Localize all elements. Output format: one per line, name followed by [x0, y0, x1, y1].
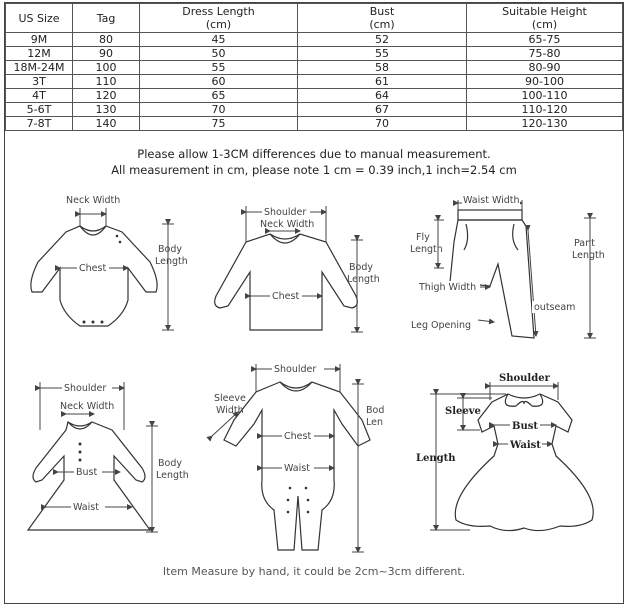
pants-fly-length-label: Length: [410, 244, 443, 255]
dress-simple-waist-label: Waist: [73, 502, 99, 513]
shirt-chest-label: Chest: [272, 291, 300, 302]
pants-pant-length-label: Length: [572, 250, 605, 261]
cell-dress-length: 70: [140, 103, 298, 117]
shirt-body-label: Body: [349, 262, 373, 273]
header-bust: Bust (cm): [298, 4, 467, 33]
dress-simple-body-label: Body: [158, 458, 182, 469]
cell-bust: 58: [298, 61, 467, 75]
pants-fly-label: Fly: [416, 232, 430, 243]
dress-simple-bust-label: Bust: [76, 467, 98, 478]
pants-diagram: [410, 194, 605, 338]
cell-dress-length: 65: [140, 89, 298, 103]
romper-len-label: Len: [366, 417, 383, 428]
fancy-dress-shoulder-label: Shoulder: [499, 373, 550, 384]
cell-dress-length: 55: [140, 61, 298, 75]
measure-by-hand-note: Item Measure by hand, it could be 2cm~3cm different.: [162, 565, 466, 578]
header-tag: Tag: [73, 4, 140, 33]
cell-bust: 70: [298, 117, 467, 131]
note-units: All measurement in cm, please note 1 cm = 0.39 inch,1 inch=2.54 cm: [111, 163, 517, 177]
header-dress-length: Dress Length (cm): [140, 4, 298, 33]
cell-dress-length: 50: [140, 47, 298, 61]
fancy-dress-bust-label: Bust: [512, 421, 538, 432]
cell-height: 80-90: [467, 61, 623, 75]
romper-shoulder-label: Shoulder: [274, 364, 317, 375]
pants-pant-label: Pant: [574, 238, 595, 249]
cell-tag: 80: [73, 33, 140, 47]
dress-simple-length-label: Length: [156, 470, 189, 481]
cell-us-size: 18M-24M: [6, 61, 73, 75]
simple-dress-diagram: [28, 381, 189, 532]
romper-sleeve-label: Sleeve: [214, 393, 246, 404]
shirt-length-label: Length: [347, 274, 380, 285]
cell-us-size: 3T: [6, 75, 73, 89]
cell-us-size: 9M: [6, 33, 73, 47]
cell-us-size: 7-8T: [6, 117, 73, 131]
shirt-diagram: [215, 205, 380, 332]
cell-us-size: 5-6T: [6, 103, 73, 117]
cell-us-size: 12M: [6, 47, 73, 61]
romper-bod-label: Bod: [366, 405, 385, 416]
cell-height: 90-100: [467, 75, 623, 89]
shirt-shoulder-label: Shoulder: [264, 207, 307, 218]
cell-dress-length: 75: [140, 117, 298, 131]
cell-height: 75-80: [467, 47, 623, 61]
cell-bust: 55: [298, 47, 467, 61]
pants-thigh-width-label: Thigh Width: [419, 282, 477, 293]
cell-bust: 67: [298, 103, 467, 117]
fancy-dress-waist-label: Waist: [510, 440, 541, 451]
bodysuit-neck-width-label: Neck Width: [66, 195, 121, 206]
cell-tag: 130: [73, 103, 140, 117]
cell-us-size: 4T: [6, 89, 73, 103]
bodysuit-body-label: Body: [158, 244, 182, 255]
cell-dress-length: 45: [140, 33, 298, 47]
dress-simple-neck-width-label: Neck Width: [60, 401, 115, 412]
shirt-neck-width-label: Neck Width: [260, 219, 315, 230]
cell-height: 65-75: [467, 33, 623, 47]
cell-bust: 61: [298, 75, 467, 89]
cell-tag: 100: [73, 61, 140, 75]
dress-simple-shoulder-label: Shoulder: [64, 383, 107, 394]
romper-waist-label: Waist: [284, 463, 310, 474]
bodysuit-length-label: Length: [155, 256, 188, 267]
pants-waist-width-label: Waist Width: [463, 195, 520, 206]
header-us-size: US Size: [6, 4, 73, 33]
note-tolerance: Please allow 1-3CM differences due to manual measurement.: [137, 147, 491, 161]
fancy-dress-sleeve-label: Sleeve: [445, 406, 481, 417]
romper-chest-label: Chest: [284, 431, 312, 442]
cell-bust: 52: [298, 33, 467, 47]
bodysuit-chest-label: Chest: [79, 263, 107, 274]
cell-tag: 110: [73, 75, 140, 89]
cell-height: 110-120: [467, 103, 623, 117]
romper-diagram: [212, 362, 384, 552]
cell-height: 100-110: [467, 89, 623, 103]
cell-tag: 140: [73, 117, 140, 131]
bodysuit-diagram: [31, 195, 188, 330]
romper-width-label: Width: [216, 405, 244, 416]
pants-leg-opening-label: Leg Opening: [411, 320, 472, 331]
cell-height: 120-130: [467, 117, 623, 131]
pants-outseam-label: outseam: [534, 302, 576, 313]
header-suitable-height: Suitable Height (cm): [467, 4, 623, 33]
cell-dress-length: 60: [140, 75, 298, 89]
cell-bust: 64: [298, 89, 467, 103]
fancy-dress-length-label: Length: [416, 453, 456, 464]
fancy-dress-diagram: [416, 371, 593, 531]
cell-tag: 120: [73, 89, 140, 103]
cell-tag: 90: [73, 47, 140, 61]
